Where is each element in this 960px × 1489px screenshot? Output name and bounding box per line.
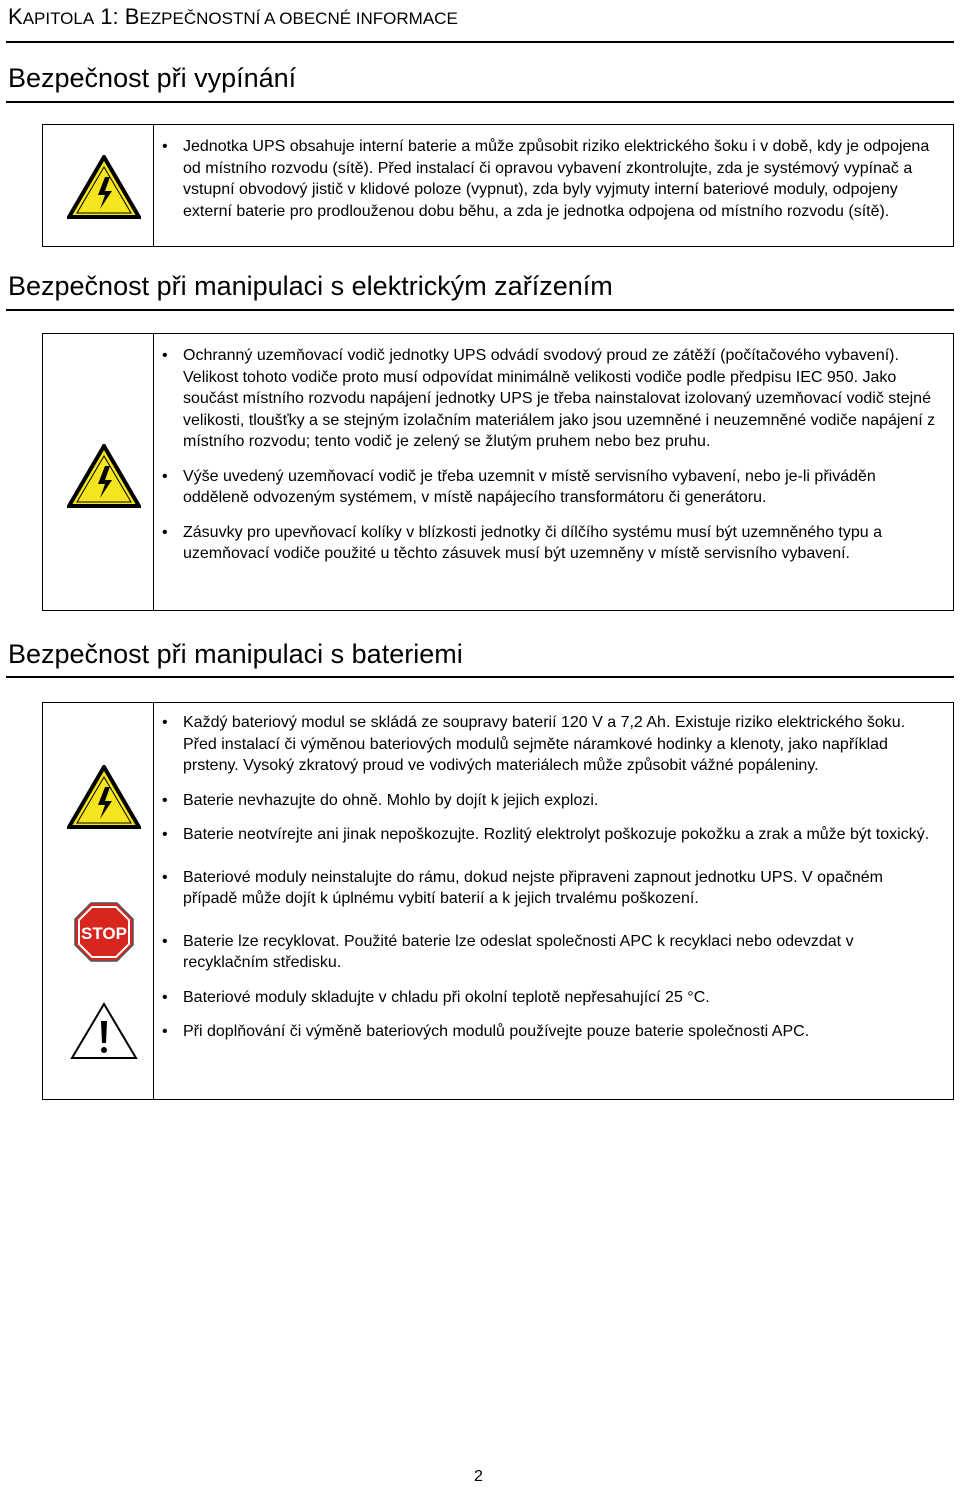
section-title-battery-safety: Bezpečnost při manipulaci s bateriemi [8, 639, 463, 669]
icon-column [43, 125, 154, 246]
safety-box-shutdown [42, 124, 954, 247]
list-item: • Každý bateriový modul se skládá ze soupravy baterií 120 V a 7,2 Ah. Existuje riziko elektrického šoku. Před instalací či výměnou bateriových modulů sejměte náramkové hodinky a klenoty, jako například prsteny. Vysoký zkratový proud ve vodivých materiálech může způsobit vážné popáleniny. [161, 712, 939, 777]
list-item: • Ochranný uzemňovací vodič jednotky UPS odvádí svodový proud ze zátěží (počítačového vybavení). Velikost tohoto vodiče proto musí odpovídat minimálně velikosti vodiče podle předpisu IEC 950. Jako součást místního rozvodu napájení jednotky UPS je třeba nainstalovat izolovaný uzemňovací vodič stejné velikosti, tloušťky a se stejným izolačním materiálem jako jsou uzemněné i neuzemněné vodiče napájení z místního rozvodu; tento vodič je zelený se žlutým pruhem nebo bez pruhu. [161, 345, 939, 453]
safety-box-battery [42, 702, 954, 1100]
safety-text [161, 345, 939, 565]
icon-column [43, 334, 154, 610]
high-voltage-warning-icon [67, 444, 141, 508]
section-title-shutdown-safety: Bezpečnost při vypínání [8, 63, 297, 93]
list-item: • Bateriové moduly skladujte v chladu při okolní teplotě nepřesahující 25 °C. [161, 987, 939, 1009]
list-item: • Baterie nevhazujte do ohně. Mohlo by dojít k jejich explozi. [161, 790, 939, 812]
section-rule [6, 101, 954, 103]
stop-sign-icon [73, 901, 135, 963]
list-item: • Výše uvedený uzemňovací vodič je třeba uzemnit v místě servisního vybavení, nebo je-li přiváděn odděleně odvozeným systémem, v místě napájecího transformátoru či generátoru. [161, 466, 939, 509]
safety-text [161, 136, 939, 222]
list-item: • Jednotka UPS obsahuje interní baterie a může způsobit riziko elektrického šoku i v době, kdy je odpojena od místního rozvodu (sítě). Před instalací či opravou vybavení zkontrolujte, zda je systémový vypínač a vstupní obvodový jistič v klidové poloze (vypnut), zda byly vyjmuty interní bateriové moduly, odpojeny externí baterie pro prodlouženou dobu běhu, a zda je jednotka odpojena od místního rozvodu (sítě). [161, 136, 939, 222]
list-item: • Bateriové moduly neinstalujte do rámu, dokud nejste připraveni zapnout jednotku UPS. V opačném případě může dojít k úplnému vybití baterií a k jejich trvalému poškození. [161, 867, 939, 910]
list-item: • Zásuvky pro upevňovací kolíky v blízkosti jednotky či dílčího systému musí být uzemněného typu a uzemňovací vodiče použité u těchto zásuvek musí být uzemněny v místě servisního vybavení. [161, 522, 939, 565]
stop-sign-text: STOP [81, 924, 127, 943]
section-rule [6, 676, 954, 678]
page-number: 2 [474, 1468, 483, 1485]
chapter-heading: KAPITOLA 1: BEZPEČNOSTNÍ A OBECNÉ INFORMACE [8, 4, 458, 29]
high-voltage-warning-icon [67, 765, 141, 829]
high-voltage-warning-icon [67, 155, 141, 219]
list-item: • Baterie lze recyklovat. Použité baterie lze odeslat společnosti APC k recyklaci nebo odevzdat v recyklačním středisku. [161, 931, 939, 974]
safety-text [161, 712, 939, 1043]
section-rule [6, 309, 954, 311]
list-item: • Baterie neotvírejte ani jinak nepoškozujte. Rozlitý elektrolyt poškozuje pokožku a zrak a může být toxický. [161, 824, 939, 846]
list-item: • Při doplňování či výměně bateriových modulů používejte pouze baterie společnosti APC. [161, 1021, 939, 1043]
section-title-electrical-safety: Bezpečnost při manipulaci s elektrickým zařízením [8, 271, 613, 301]
icon-column [43, 703, 154, 1099]
safety-box-electrical [42, 333, 954, 611]
chapter-rule [6, 41, 954, 43]
caution-exclamation-icon [69, 1001, 139, 1061]
